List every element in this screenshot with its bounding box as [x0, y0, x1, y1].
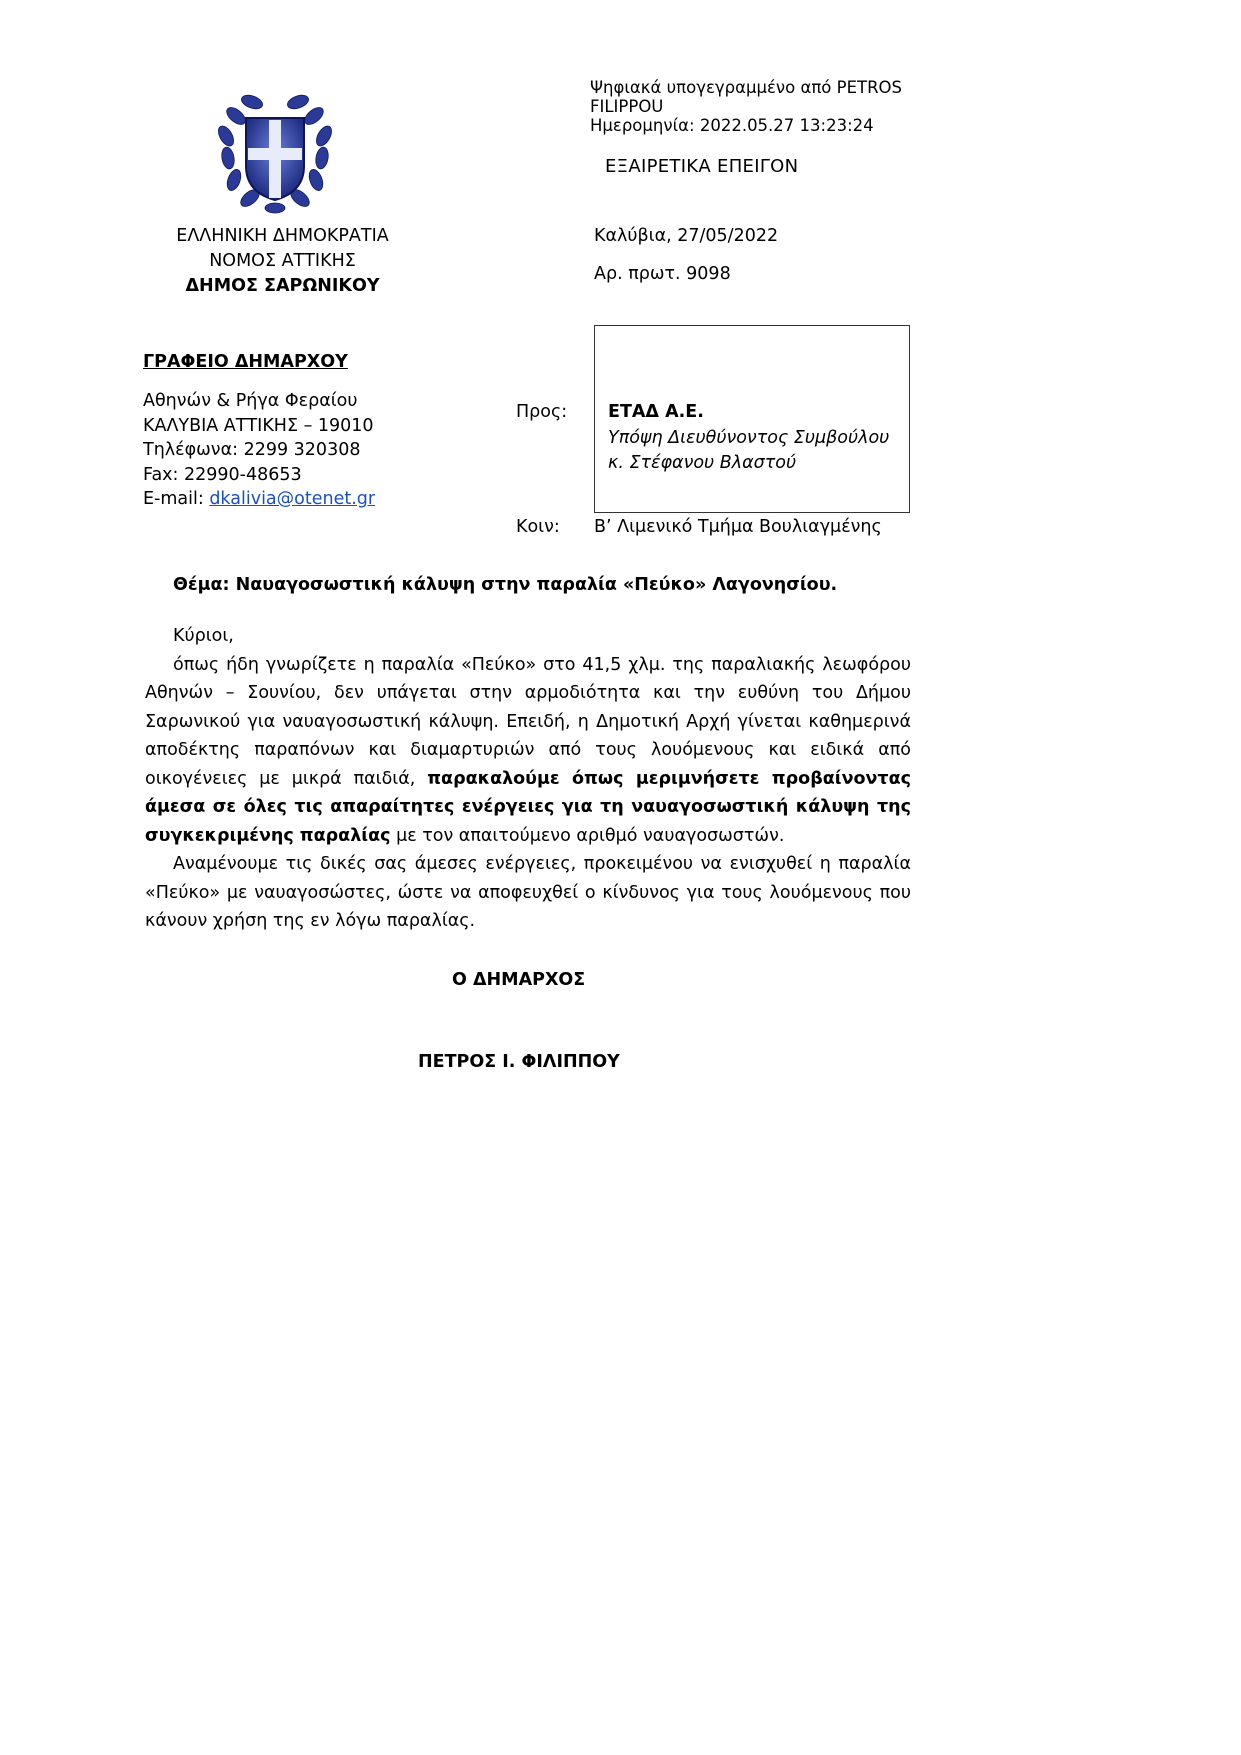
fax-line: Fax: 22990-48653	[143, 464, 302, 485]
to-label: Προς:	[516, 402, 568, 422]
subject-line: Θέμα: Ναυαγοσωστική κάλυψη στην παραλία «Πεύκο» Λαγονησίου.	[173, 575, 838, 595]
signature-line-1: Ψηφιακά υπογεγραμμένο από PETROS	[590, 78, 903, 97]
protocol-number: Αρ. πρωτ. 9098	[594, 264, 731, 284]
republic-title: ΕΛΛΗΝΙΚΗ ΔΗΜΟΚΡΑΤΙΑ	[176, 226, 389, 246]
signature-line-2: FILIPPOU	[590, 97, 664, 116]
cc-recipient: Β’ Λιμενικό Τμήμα Βουλιαγμένης	[594, 517, 882, 537]
digital-signature	[590, 78, 902, 135]
address-line-2: ΚΑΛΥΒΙΑ ΑΤΤΙΚΗΣ – 19010	[143, 415, 374, 436]
letter-body	[145, 622, 911, 936]
greeting: Κύριοι,	[173, 626, 234, 646]
cc-label: Κοιν:	[516, 517, 560, 537]
office-title: ΓΡΑΦΕΙΟ ΔΗΜΑΡΧΟΥ	[143, 352, 348, 372]
p1-end: με τον απαιτούμενο αριθμό ναυαγοσωστών.	[390, 825, 785, 846]
email-line	[143, 487, 375, 512]
office-address	[143, 389, 375, 512]
recipient-attention-2: κ. Στέφανου Βλαστού	[608, 453, 797, 473]
prefecture-title: ΝΟΜΟΣ ΑΤΤΙΚΗΣ	[209, 251, 356, 271]
signature-line-3: Ημερομηνία: 2022.05.27 13:23:24	[590, 116, 874, 135]
coat-of-arms-icon	[212, 88, 338, 216]
place-date: Καλύβια, 27/05/2022	[594, 226, 779, 246]
urgent-label: ΕΞΑΙΡΕΤΙΚΑ ΕΠΕΙΓΟΝ	[605, 156, 799, 177]
recipient-name: ΕΤΑΔ Α.Ε.	[608, 402, 704, 422]
recipient-attention-1: Υπόψη Διευθύνοντος Συμβούλου	[608, 428, 890, 448]
phone-line: Τηλέφωνα: 2299 320308	[143, 440, 361, 460]
municipality-title: ΔΗΜΟΣ ΣΑΡΩΝΙΚΟΥ	[185, 276, 380, 296]
mayor-name: ΠΕΤΡΟΣ Ι. ΦΙΛΙΠΠΟΥ	[418, 1052, 620, 1072]
p1-start: όπως ήδη γνωρίζετε η παραλία «Πεύκο» στο 41,5 χλμ. της παραλιακής λεωφόρου Αθηνών – Σουνίου, δεν υπάγεται στην αρμοδιότητα και την ευθύνη του Δήμου Σαρωνικού για ναυαγοσωστική κάλυψη. Επειδή, η Δημοτική Αρχή γίνεται καθημερινά αποδέκτης παραπόνων και διαμαρτυριών από τους λουόμενους και ειδικά από οικογένειες με μικρά παιδιά,	[145, 654, 911, 789]
mayor-title: Ο ΔΗΜΑΡΧΟΣ	[452, 970, 586, 990]
email-label: E-mail:	[143, 489, 210, 509]
body-paragraph-1	[145, 651, 911, 851]
address-line-1: Αθηνών & Ρήγα Φεραίου	[143, 391, 358, 411]
body-paragraph-2: Αναμένουμε τις δικές σας άμεσες ενέργειες, προκειμένου να ενισχυθεί η παραλία «Πεύκο» με ναυαγοσώστες, ώστε να αποφευχθεί ο κίνδυνος για τους λουόμενους που κάνουν χρήση της εν λόγω παραλίας.	[145, 854, 911, 931]
p1-bold: παρακαλούμε όπως μεριμνήσετε προβαίνοντας άμεσα σε όλες τις απαραίτητες ενέργειες για τη ναυαγοσωστική κάλυψη της συγκεκριμένης παραλίας	[145, 768, 911, 846]
email-link[interactable]: dkalivia@otenet.gr	[209, 489, 376, 509]
